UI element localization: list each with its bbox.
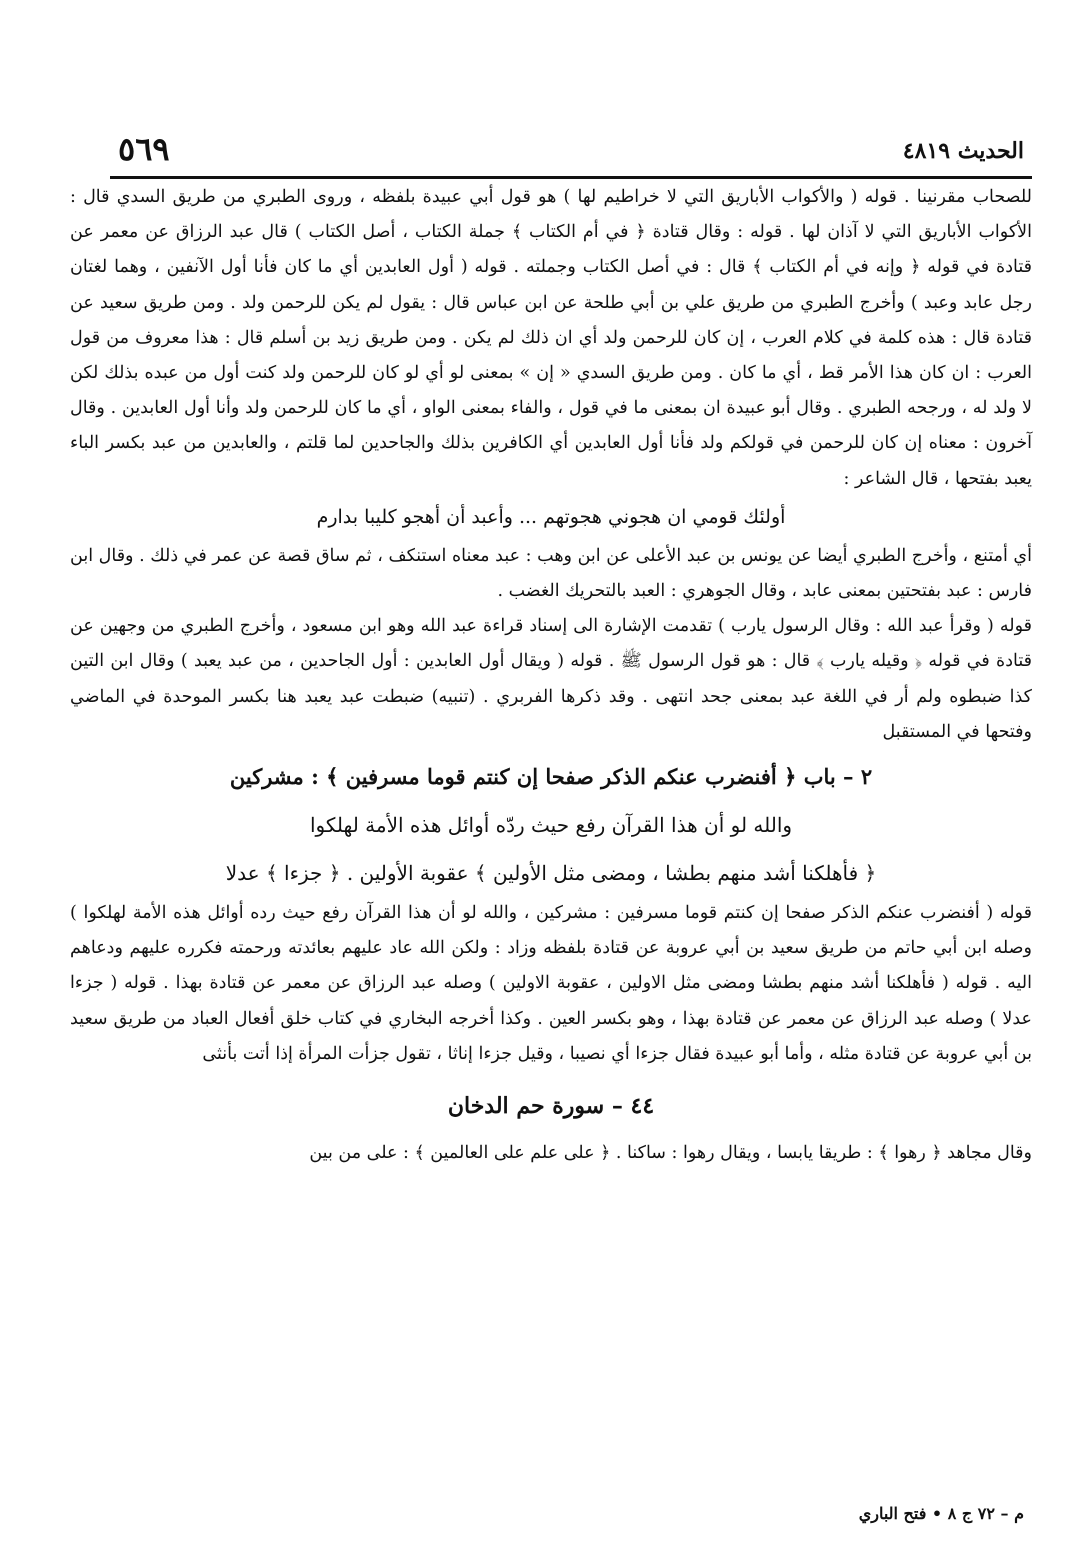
page-body (70, 180, 1032, 1171)
book-page (70, 120, 1032, 1530)
poem-verse: أولئك قومي ان هجوني هجوتهم ... وأعبد أن أهجو كليبا بدارم (316, 505, 786, 528)
header-rule (110, 176, 1032, 179)
page-footer (70, 1500, 1032, 1534)
bab-heading-line: والله لو أن هذا القرآن رفع حيث ردّه أوائل هذه الأمة لهلكوا (309, 813, 793, 838)
commentary-paragraph: قوله ( وقرأ عبد الله : وقال الرسول يارب ) تقدمت الإشارة الى إسناد قراءة عبد الله وهو ابن مسعود ، وأخرج الطبري من وجهين عن قتادة في قوله ﴿ وقيله يارب ﴾ قال : هو قول الرسول ﷺ . قوله ( ويقال أول العابدين : أول الجاحدين ، من عبد يعبد ) وقال ابن التين كذا ضبطوه ولم أر في اللغة عبد بمعنى جحد انتهى . وقد ذكرها الفربري . (تنبيه) ضبطت عبد يعبد هنا بكسر الموحدة في الماضي وفتحها في المستقبل (70, 616, 1032, 742)
commentary-paragraph: وقال مجاهد ﴿ رهوا ﴾ : طريقا يابسا ، ويقال رهوا : ساكنا . ﴿ على علم على العالمين ﴾ : على من بين (309, 1143, 1032, 1164)
page-header (70, 130, 1032, 170)
hadith-reference: الحديث ٤٨١٩ (902, 138, 1024, 164)
bab-heading: ٢ – باب ﴿ أفنضرب عنكم الذكر صفحا إن كنتم قوما مسرفين ﴾ : مشركين (229, 764, 873, 790)
commentary-paragraph: أي أمتنع ، وأخرج الطبري أيضا عن يونس بن عبد الأعلى عن ابن وهب : عبد معناه استنكف ، ثم ساق قصة عن عمر في ذلك . وقال ابن فارس : عبد بفتحتين بمعنى عابد ، وقال الجوهري : العبد بالتحريك الغضب . (70, 545, 1032, 602)
bab-heading-line: ﴿ فأهلكنا أشد منهم بطشا ، ومضى مثل الأولين ﴾ عقوبة الأولين . ﴿ جزءا ﴾ عدلا (225, 861, 877, 886)
surah-heading: ٤٤ – سورة حم الدخان (447, 1093, 655, 1120)
page-number: ٥٦٩ (118, 130, 170, 168)
commentary-paragraph: قوله ( أفنضرب عنكم الذكر صفحا إن كنتم قوما مسرفين : مشركين ، والله لو أن هذا القرآن رفع حيث رده أوائل هذه الأمة لهلكوا ) وصله ابن أبي حاتم من طريق سعيد بن أبي عروبة عن قتادة بلفظه وزاد : ولكن الله عاد عليهم بعائدته ورحمته فكرره عليهم ودعاهم اليه . قوله ( فأهلكنا أشد منهم بطشا ومضى مثل الاولين ، عقوبة الاولين ) وصله عبد الرزاق عن معمر عن قتادة بهذا . قوله ( جزءا عدلا ) وصله عبد الرزاق عن معمر عن قتادة بهذا ، وهو بكسر العين . وكذا أخرجه البخاري في كتاب خلق أفعال العباد من طريق سعيد بن أبي عروبة عن قتادة مثله ، وأما أبو عبيدة فقال جزءا أي نصيبا ، وقيل جزءا إناثا ، تقول جزأت المرأة إذا أتت بأنثى (70, 903, 1032, 1064)
commentary-paragraph: للصحاب مقرنينا . قوله ( والأكواب الأباريق التي لا خراطيم لها ) هو قول أبي عبيدة بلفظه ، وروى الطبري من طريق السدي قال : الأكواب الأباريق التي لا آذان لها . قوله : وقال قتادة ﴿ في أم الكتاب ﴾ جملة الكتاب ، أصل الكتاب ) قال عبد الرزاق عن معمر عن قتادة في قوله ﴿ وإنه في أم الكتاب ﴾ قال : في أصل الكتاب وجملته . قوله ( أول العابدين أي ما كان فأنا أول الآنفين ، وهما لغتان رجل عابد وعبد ) وأخرج الطبري من طريق علي بن أبي طلحة عن ابن عباس قال : يقول لم يكن للرحمن ولد . ومن طريق سعيد عن قتادة قال : هذه كلمة في كلام العرب ، إن كان للرحمن ولد أي ان ذلك لم يكن . ومن طريق زيد بن أسلم قال : هذا معروف من قول العرب : ان كان هذا الأمر قط ، أي ما كان . ومن طريق السدي « إن » بمعنى لو أي لو كان للرحمن ولد كنت أول من عبده بذلك لكن لا ولد له ، ورجحه الطبري . وقال أبو عبيدة ان بمعنى ما في قول ، والفاء بمعنى الواو ، أي ما كان للرحمن ولد وأنا أول العابدين . وقال آخرون : معناه إن كان للرحمن في قولكم ولد فأنا أول العابدين أي الكافرين بذلك والجاحدين لما قلتم ، والعابدين من عبد بكسر الباء يعبد بفتحها ، قال الشاعر : (70, 187, 1032, 489)
printer-signature: م – ٧٢ ج ٨ • فتح الباري (858, 1504, 1024, 1523)
